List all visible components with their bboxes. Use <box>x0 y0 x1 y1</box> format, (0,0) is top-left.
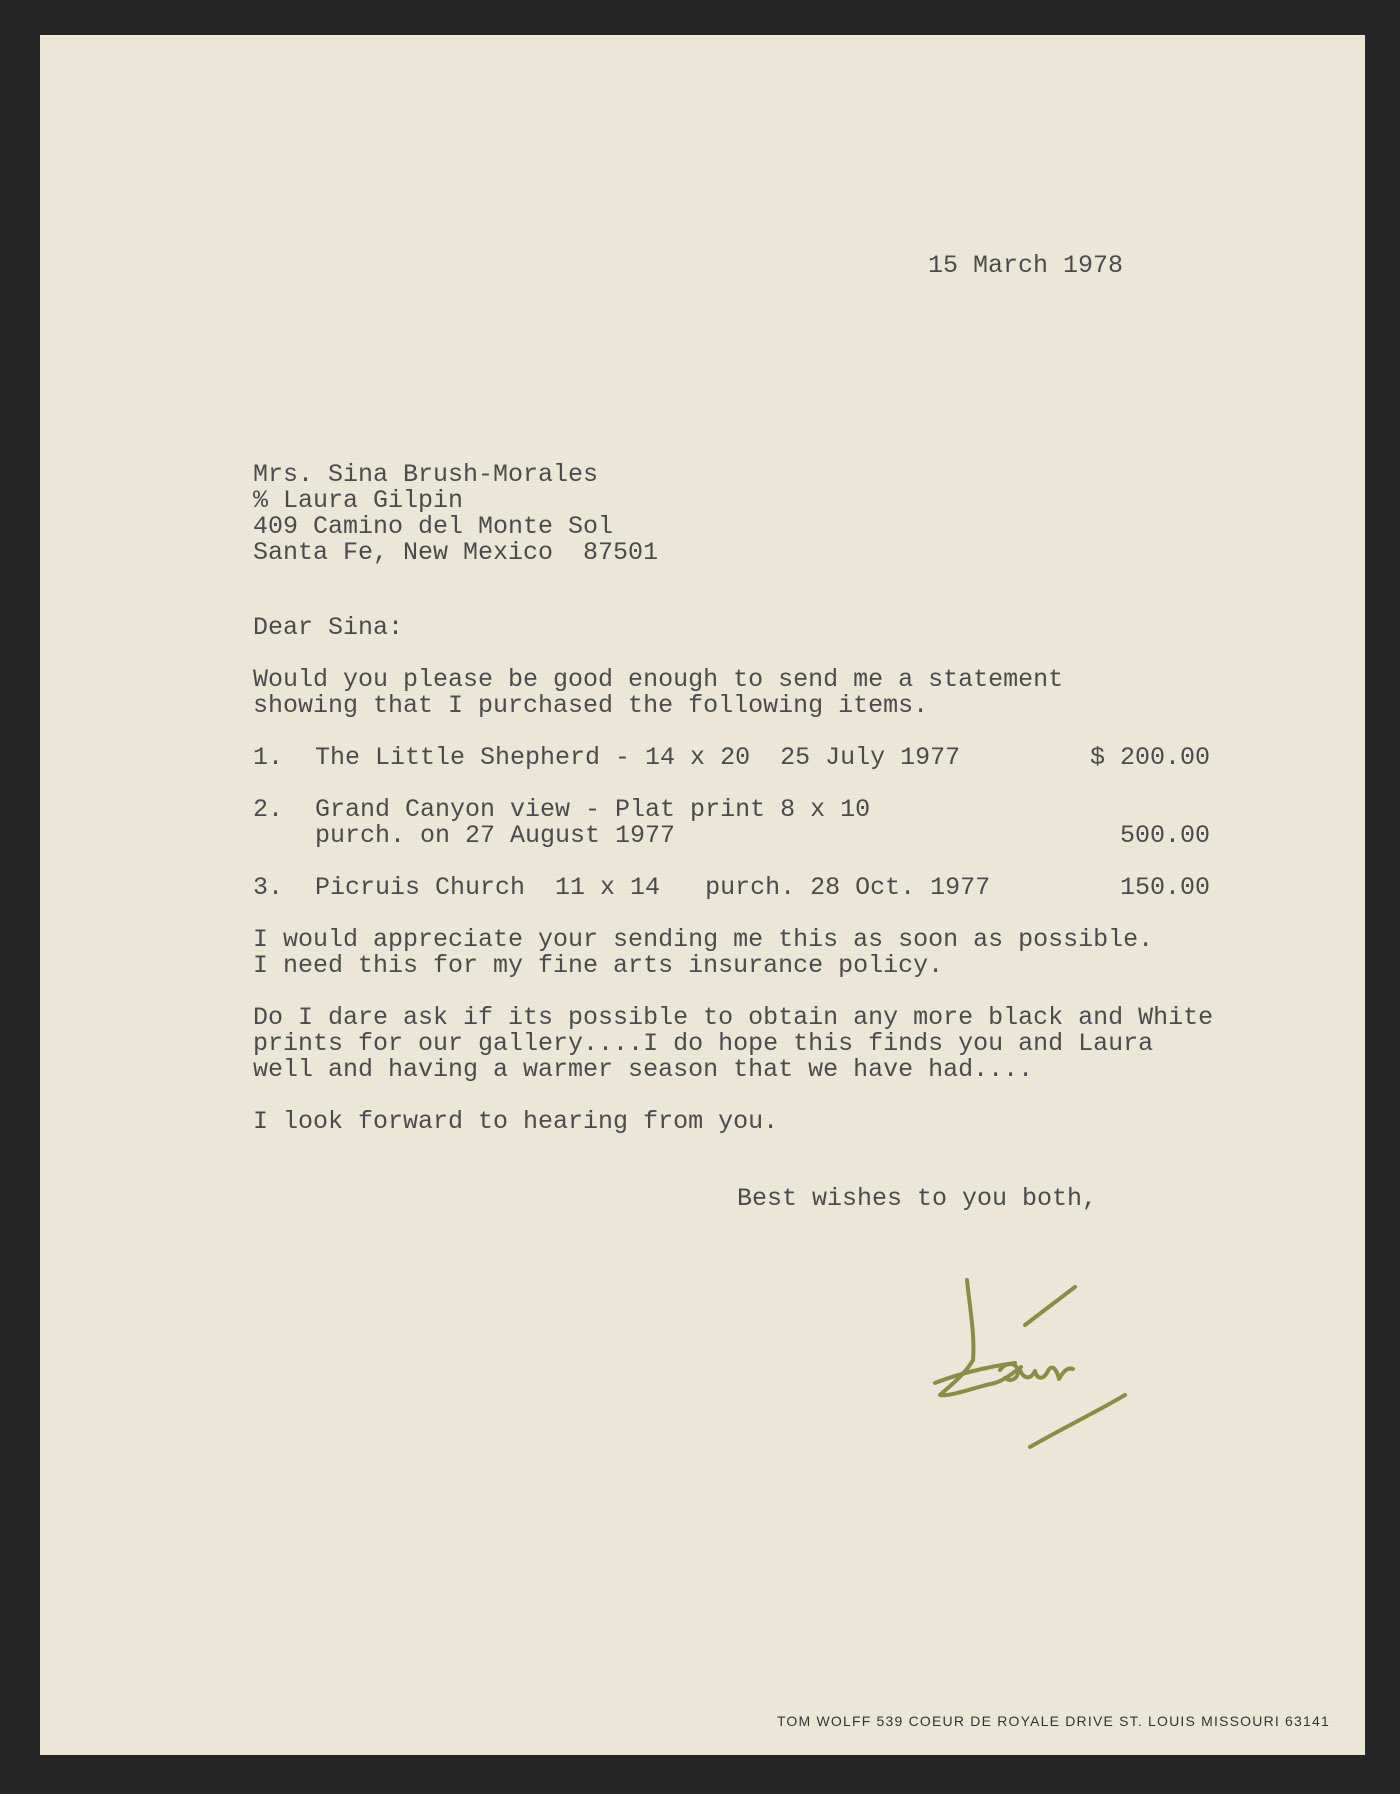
salutation: Dear Sina: <box>253 613 404 642</box>
item-number: 1. <box>253 743 284 772</box>
item-description: purch. on 27 August 1977 <box>315 821 676 850</box>
item-amount: 150.00 <box>1119 873 1210 902</box>
paragraph-line: I would appreciate your sending me this as soon as possible. <box>253 925 1154 954</box>
signature <box>915 1275 1145 1455</box>
item-amount: 500.00 <box>1119 821 1210 850</box>
paragraph-line: prints for our gallery....I do hope this finds you and Laura <box>253 1029 1154 1058</box>
item-number: 3. <box>253 873 284 902</box>
intro-line: showing that I purchased the following items. <box>253 691 929 720</box>
item-amount: $ 200.00 <box>1089 743 1210 772</box>
letter-date: 15 March 1978 <box>928 251 1124 280</box>
recipient-line: 409 Camino del Monte Sol <box>253 512 614 541</box>
recipient-line: % Laura Gilpin <box>253 486 464 515</box>
item-description: Grand Canyon view - Plat print 8 x 10 <box>315 795 871 824</box>
letterhead-footer: TOM WOLFF 539 COEUR DE ROYALE DRIVE ST. LOUIS MISSOURI 63141 <box>776 1713 1330 1729</box>
paragraph-line: I need this for my fine arts insurance policy. <box>253 951 944 980</box>
closing-paragraph: I look forward to hearing from you. <box>253 1107 779 1136</box>
recipient-line: Santa Fe, New Mexico 87501 <box>253 538 659 567</box>
recipient-line: Mrs. Sina Brush-Morales <box>253 460 599 489</box>
letter-page <box>40 35 1365 1755</box>
paragraph-line: well and having a warmer season that we have had.... <box>253 1055 1034 1084</box>
item-number: 2. <box>253 795 284 824</box>
item-description: The Little Shepherd - 14 x 20 25 July 1977 <box>315 743 961 772</box>
closing-phrase: Best wishes to you both, <box>737 1184 1098 1213</box>
paragraph-line: Do I dare ask if its possible to obtain any more black and White <box>253 1003 1214 1032</box>
item-description: Picruis Church 11 x 14 purch. 28 Oct. 1977 <box>315 873 991 902</box>
intro-line: Would you please be good enough to send me a statement <box>253 665 1064 694</box>
